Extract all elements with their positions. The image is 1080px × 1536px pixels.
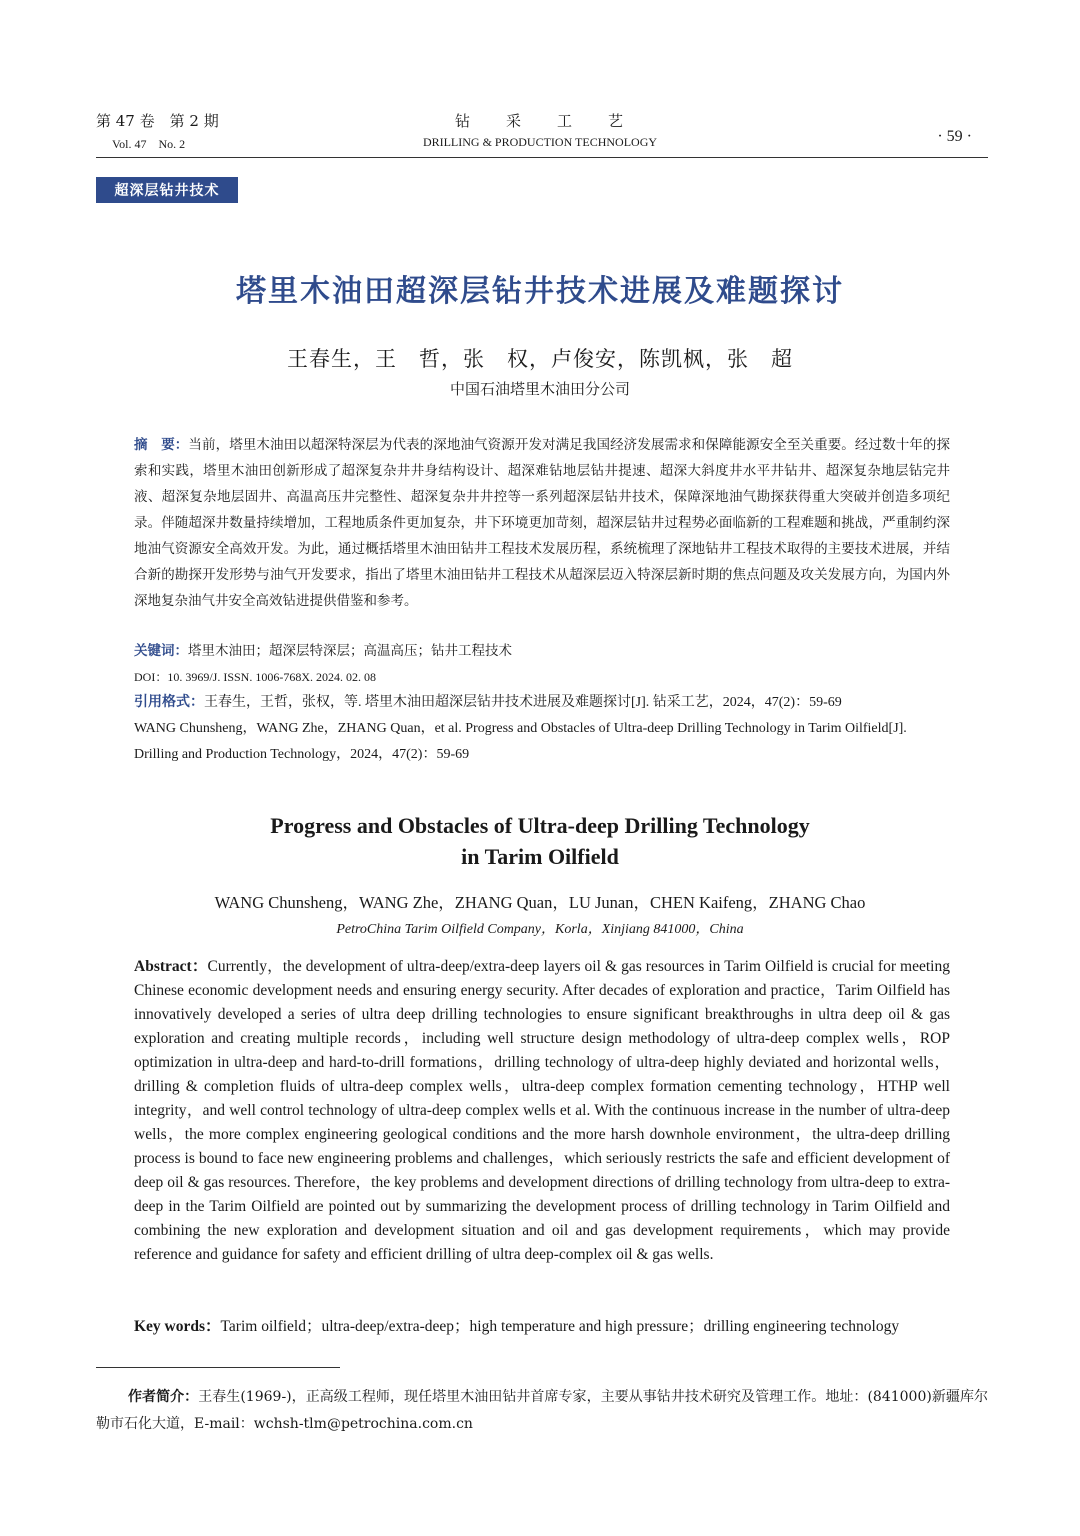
authors-en: WANG Chunsheng，WANG Zhe，ZHANG Quan，LU Junan，CHEN Kaifeng，ZHANG Chao (214, 893, 866, 912)
citation-cn: 王春生，王哲，张权，等. 塔里木油田超深层钻井技术进展及难题探讨[J]. 钻采工艺，2024，47(2)：59-69 (204, 695, 842, 710)
abstract-cn-label: 摘 要： (134, 437, 189, 453)
page-number: · 59 · (937, 128, 972, 145)
footnote-label: 作者简介： (128, 1389, 199, 1405)
paper-title-en-line2: in Tarim Oilfield (461, 844, 619, 869)
abstract-en-label: Abstract： (134, 958, 208, 975)
footnote-divider (96, 1367, 340, 1368)
abstract-cn (134, 432, 950, 614)
keywords-en-label: Key words： (134, 1318, 221, 1335)
paper-title-cn: 塔里木油田超深层钻井技术进展及难题探讨 (236, 274, 844, 309)
abstract-en-text: Currently，the development of ultra-deep/extra-deep layers oil & gas resources in Tarim Oilfield is crucial for meeting Chinese economic development needs and ensuring energy security. After decades of exploration and practice，Tarim Oilfield has innovatively developed a series of ultra deep drilling technologies to ensure significant breakthroughs in ultra deep oil & gas exploration and creating multiple records，including well structure design methodology of ultra-deep complex wells，ROP optimization in ultra-deep and hard-to-drill formations，drilling technology of ultra-deep highly deviated and horizontal wells，drilling & completion fluids of ultra-deep complex wells，ultra-deep complex formation cementing technology，HTHP well integrity，and well control technology of ultra-deep complex wells et al. With the continuous increase in the number of ultra-deep wells，the more complex engineering geological conditions and the more harsh downhole environment，the ultra-deep drilling process is bound to face new engineering problems and challenges，which seriously restricts the safe and efficient development of deep oil & gas resources. Therefore，the key problems and development directions of drilling technology from ultra-deep to extra-deep in the Tarim Oilfield are pointed out by summarizing the development process of drilling technology in Tarim Oilfield and combining the new exploration and development situation and oil and gas development requirements，which may provide reference and guidance for safety and efficient drilling of ultra deep-complex oil & gas wells. (134, 958, 950, 1263)
affiliation-en: PetroChina Tarim Oilfield Company，Korla，Xinjiang 841000，China (336, 922, 744, 937)
section-tag: 超深层钻井技术 (96, 177, 238, 203)
volume-issue-cn: 第 47 卷 第 2 期 (96, 112, 219, 130)
affiliation-cn: 中国石油塔里木油田分公司 (449, 380, 630, 398)
citation-label: 引用格式： (134, 694, 204, 710)
keywords-en (134, 1315, 950, 1339)
keywords-en-text: Tarim oilfield；ultra-deep/extra-deep；high temperature and high pressure；drilling engineering technology (220, 1318, 900, 1335)
journal-title-en: DRILLING & PRODUCTION TECHNOLOGY (422, 135, 658, 149)
doi: DOI：10. 3969/J. ISSN. 1006-768X. 2024. 02. 08 (134, 670, 377, 684)
author-footnote (96, 1384, 988, 1438)
authors-cn: 王春生，王 哲，张 权，卢俊安，陈凯枫，张 超 (287, 347, 793, 371)
paper-title-en (0, 810, 1080, 872)
keywords-cn-label: 关键词： (134, 643, 188, 659)
abstract-en (134, 955, 950, 1267)
footnote-text: 王春生(1969-)，正高级工程师，现任塔里木油田钻井首席专家，主要从事钻井技术研究及管理工作。地址：(841000)新疆库尔勒市石化大道，E-mail：wchsh-tlm@petrochina.com.cn (96, 1389, 988, 1432)
citation (134, 689, 950, 768)
paper-title-en-line1: Progress and Obstacles of Ultra-deep Drilling Technology (270, 813, 810, 838)
keywords-cn (134, 638, 950, 664)
abstract-cn-text: 当前，塔里木油田以超深特深层为代表的深地油气资源开发对满足我国经济发展需求和保障能源安全至关重要。经过数十年的探索和实践，塔里木油田创新形成了超深复杂井井身结构设计、超深难钻地层钻井提速、超深大斜度井水平井钻井、超深复杂地层钻完井液、超深复杂地层固井、高温高压井完整性、超深复杂井井控等一系列超深层钻井技术，保障深地油气勘探获得重大突破并创造多项纪录。伴随超深井数量持续增加，工程地质条件更加复杂，井下环境更加苛刻，超深层钻井过程势必面临新的工程难题和挑战，严重制约深地油气资源安全高效开发。为此，通过概括塔里木油田钻井工程技术发展历程，系统梳理了深地钻井工程技术取得的主要技术进展，并结合新的勘探开发形势与油气开发要求，指出了塔里木油田钻井工程技术从超深层迈入特深层新时期的焦点问题及攻关发展方向，为国内外深地复杂油气井安全高效钻进提供借鉴和参考。 (134, 437, 951, 609)
citation-en: WANG Chunsheng，WANG Zhe，ZHANG Quan，et al. Progress and Obstacles of Ultra-deep Drilling Technology in Tarim Oilfield[J]. Drilling and Production Technology，2024，47(2)：59-69 (134, 721, 907, 762)
keywords-cn-text: 塔里木油田；超深层特深层；高温高压；钻井工程技术 (188, 643, 512, 659)
volume-issue-en: Vol. 47 No. 2 (112, 137, 186, 151)
journal-title-cn: 钻 采 工 艺 (454, 112, 625, 130)
header-divider (96, 157, 988, 158)
